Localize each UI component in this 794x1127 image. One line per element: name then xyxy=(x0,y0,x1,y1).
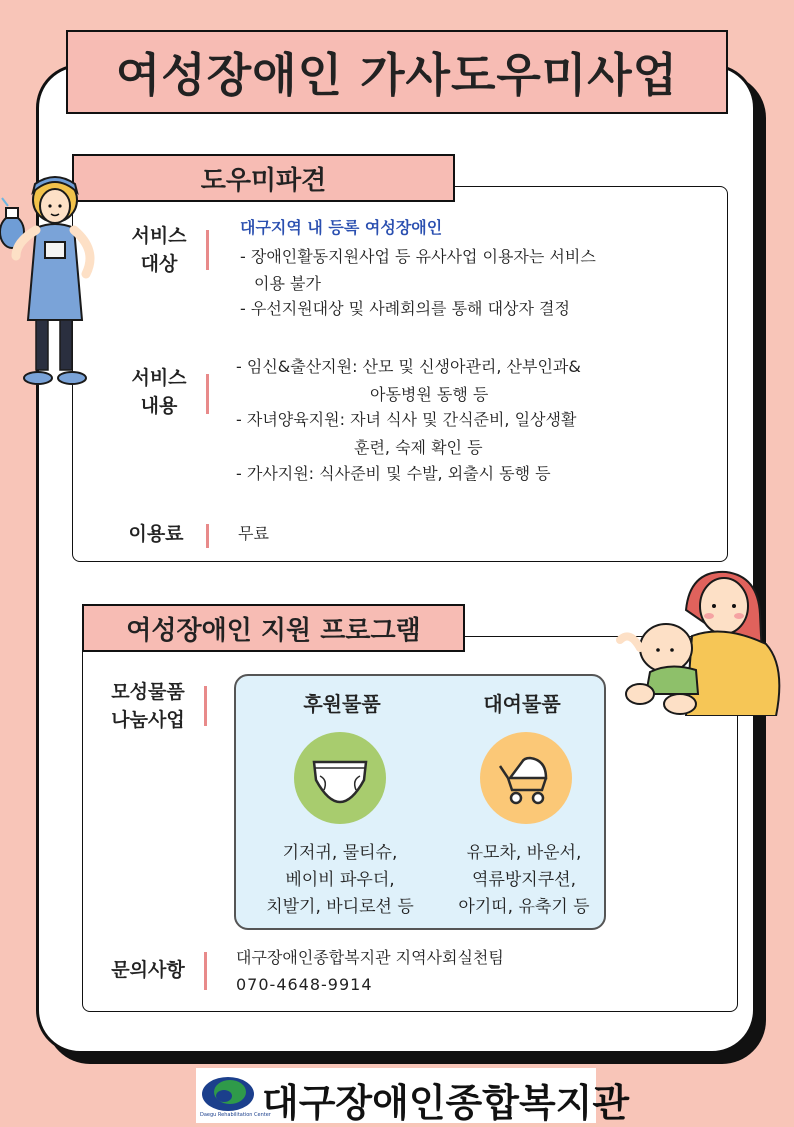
diaper-icon xyxy=(294,732,386,824)
label-divider xyxy=(204,686,207,726)
label-divider xyxy=(206,230,209,270)
rental-item-1: 유모차, 바운서, xyxy=(466,843,582,863)
stroller-icon xyxy=(480,732,572,824)
service-content-line-3: - 자녀양육지원: 자녀 식사 및 간식준비, 일상생활 xyxy=(236,410,577,429)
service-target-label-text: 서비스 대상 xyxy=(131,225,187,275)
fee-label: 이용료 xyxy=(128,523,184,545)
label-divider xyxy=(206,374,209,414)
contact-label: 문의사항 xyxy=(111,959,185,981)
maternity-program-label xyxy=(104,678,192,734)
sponsored-item-2: 베이비 파우더, xyxy=(285,870,395,890)
program-section-tab: 여성장애인 지원 프로그램 xyxy=(82,604,465,652)
service-content-label-text: 서비스 내용 xyxy=(131,367,187,417)
org-logo-icon xyxy=(200,1074,256,1114)
page-title: 여성장애인 가사도우미사업 xyxy=(66,30,728,114)
sponsored-supplies-list xyxy=(250,840,430,921)
maternity-program-label-text: 모성물품 나눔사업 xyxy=(111,681,185,731)
service-content-line-5: - 가사지원: 식사준비 및 수발, 외출시 동행 등 xyxy=(236,464,551,483)
cleaning-woman-illustration xyxy=(0,170,110,390)
service-content-line-4: 훈련, 숙제 확인 등 xyxy=(354,438,483,457)
service-target-line-2: 이용 불가 xyxy=(254,274,321,293)
logo-subtitle: Daegu Rehabilitation Center xyxy=(200,1112,271,1118)
service-target-highlight: 대구지역 내 등록 여성장애인 xyxy=(240,218,443,237)
sponsored-item-3: 치발기, 바디로션 등 xyxy=(266,897,414,917)
label-divider xyxy=(204,952,207,990)
service-content-label xyxy=(124,364,194,420)
service-target-label xyxy=(124,222,194,278)
rental-item-2: 역류방지쿠션, xyxy=(472,870,576,890)
dispatch-section-tab: 도우미파견 xyxy=(72,154,455,202)
rental-item-3: 아기띠, 유축기 등 xyxy=(458,897,590,917)
mother-baby-illustration xyxy=(610,566,794,716)
rental-supplies-list xyxy=(434,840,614,921)
service-target-line-3: - 우선지원대상 및 사례회의를 통해 대상자 결정 xyxy=(240,299,570,318)
fee-value: 무료 xyxy=(238,524,269,543)
footer-org-name: 대구장애인종합복지관 xyxy=(262,1081,630,1125)
label-divider xyxy=(206,524,209,548)
service-content-line-1: - 임신&출산지원: 산모 및 신생아관리, 산부인과& xyxy=(236,357,581,376)
sponsored-supplies-title: 후원물품 xyxy=(303,692,381,716)
rental-supplies-title: 대여물품 xyxy=(483,692,561,716)
sponsored-item-1: 기저귀, 물티슈, xyxy=(282,843,398,863)
service-content-line-2: 아동병원 동행 등 xyxy=(370,385,489,404)
supplies-box xyxy=(234,674,606,930)
contact-phone: 070-4648-9914 xyxy=(236,975,373,994)
contact-org: 대구장애인종합복지관 지역사회실천팀 xyxy=(236,948,504,967)
service-target-line-1: - 장애인활동지원사업 등 유사사업 이용자는 서비스 xyxy=(240,247,596,266)
